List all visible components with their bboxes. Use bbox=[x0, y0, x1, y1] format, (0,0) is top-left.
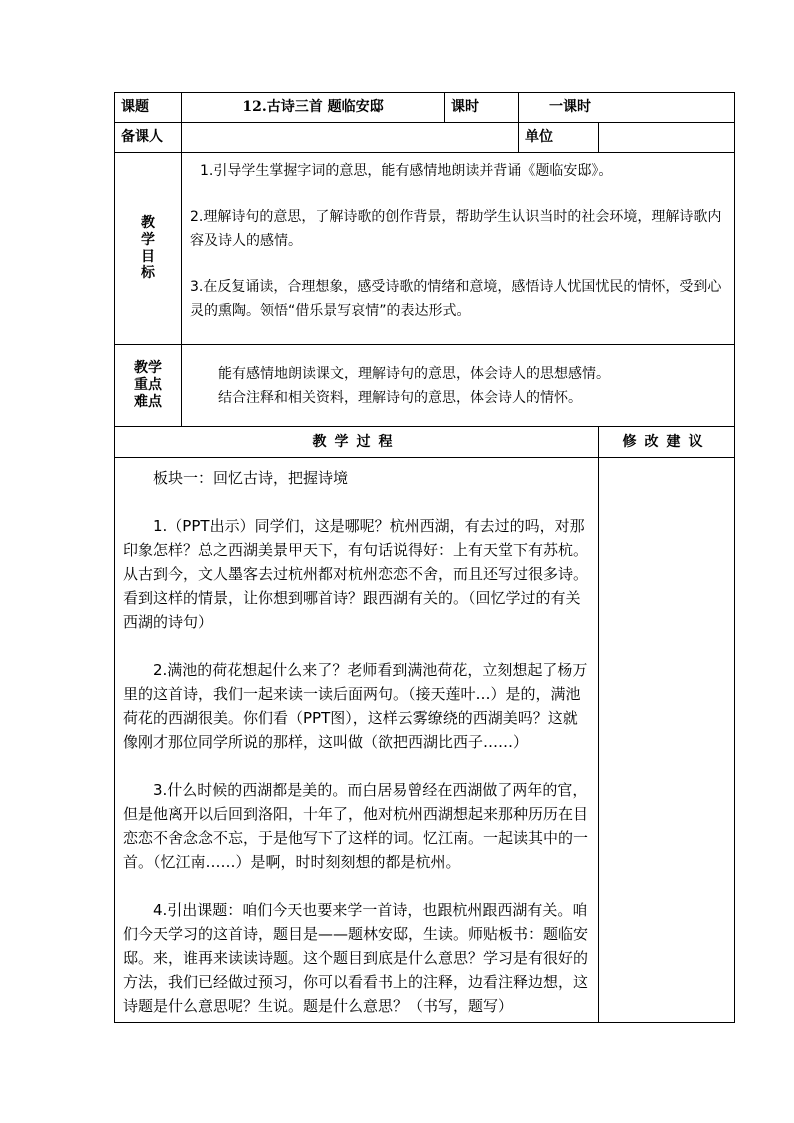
goals-row bbox=[115, 153, 735, 345]
goals-label: 教 学 目 标 bbox=[115, 153, 182, 345]
process-paragraph: 1.（PPT出示）同学们，这是哪呢？杭州西湖，有去过的吗，对那印象怎样？总之西湖美景甲天下，有句话说得好：上有天堂下有苏杭。从古到今，文人墨客去过杭州都对杭州恋恋不舍，而且还写过很多诗。看到这样的情景，让你想到哪首诗？跟西湖有关的。（回忆学过的有关西湖的诗句） bbox=[123, 517, 589, 631]
process-header-row bbox=[115, 427, 735, 458]
suggestion-content bbox=[599, 458, 735, 1023]
period-value: 一课时 bbox=[519, 93, 735, 123]
unit-value bbox=[599, 123, 735, 153]
preparer-row bbox=[115, 123, 735, 153]
process-paragraph: 2.满池的荷花想起什么来了？老师看到满池荷花，立刻想起了杨万里的这首诗，我们一起来读一读后面两句。（接天莲叶…）是的，满池荷花的西湖很美。你们看（PPT图），这样云雾缭绕的西湖美吗？这就像刚才那位同学所说的那样，这叫做（欲把西湖比西子……） bbox=[123, 661, 588, 751]
process-body-row bbox=[115, 458, 735, 1023]
preparer-value bbox=[182, 123, 519, 153]
process-header: 教学过程 bbox=[115, 427, 599, 458]
goals-content bbox=[182, 153, 735, 345]
topic-value: 12.古诗三首 题临安邸 bbox=[182, 93, 445, 123]
process-content bbox=[115, 458, 599, 1023]
goal-item: 2.理解诗句的意思，了解诗歌的创作背景，帮助学生认识当时的社会环境，理解诗歌内容及诗人的感情。 bbox=[190, 209, 722, 249]
preparer-label: 备课人 bbox=[115, 123, 182, 153]
lesson-plan-table bbox=[114, 92, 735, 1023]
process-paragraph: 4.引出课题：咱们今天也要来学一首诗，也跟杭州跟西湖有关。咱们今天学习的这首诗，题目是——题林安邸，生读。师贴板书：题临安邸。来，谁再来读读诗题。这个题目到底是什么意思？学习是有很好的方法，我们已经做过预习，你可以看看书上的注释，边看注释边想，这诗题是什么意思呢？生说。题是什么意思？（书写，题写） bbox=[123, 901, 589, 1015]
period-label: 课时 bbox=[445, 93, 519, 123]
suggest-header: 修改建议 bbox=[599, 427, 735, 458]
topic-label: 课题 bbox=[115, 93, 182, 123]
topic-row bbox=[115, 93, 735, 123]
process-paragraph: 3.什么时候的西湖都是美的。而白居易曾经在西湖做了两年的官，但是他离开以后回到洛阳，十年了，他对杭州西湖想起来那种历历在目恋恋不舍念念不忘，于是他写下了这样的词。忆江南。一起读其中的一首。（忆江南……）是啊，时时刻刻想的都是杭州。 bbox=[123, 781, 589, 871]
goal-item: 3.在反复诵读，合理想象，感受诗歌的情绪和意境，感悟诗人忧国忧民的情怀，受到心灵的熏陶。领悟“借乐景写哀情”的表达形式。 bbox=[190, 279, 722, 319]
keypoints-label: 教学 重点 难点 bbox=[115, 345, 182, 427]
goal-item: 1.引导学生掌握字词的意思，能有感情地朗读并背诵《题临安邸》。 bbox=[200, 163, 613, 179]
keypoint-item: 能有感情地朗读课文，理解诗句的意思，体会诗人的思想感情。 bbox=[218, 365, 610, 382]
keypoint-item: 结合注释和相关资料，理解诗句的意思，体会诗人的情怀。 bbox=[218, 389, 582, 406]
unit-label: 单位 bbox=[519, 123, 599, 153]
section-title: 板块一：回忆古诗，把握诗境 bbox=[153, 469, 349, 487]
keypoints-content bbox=[182, 345, 735, 427]
keypoints-row bbox=[115, 345, 735, 427]
